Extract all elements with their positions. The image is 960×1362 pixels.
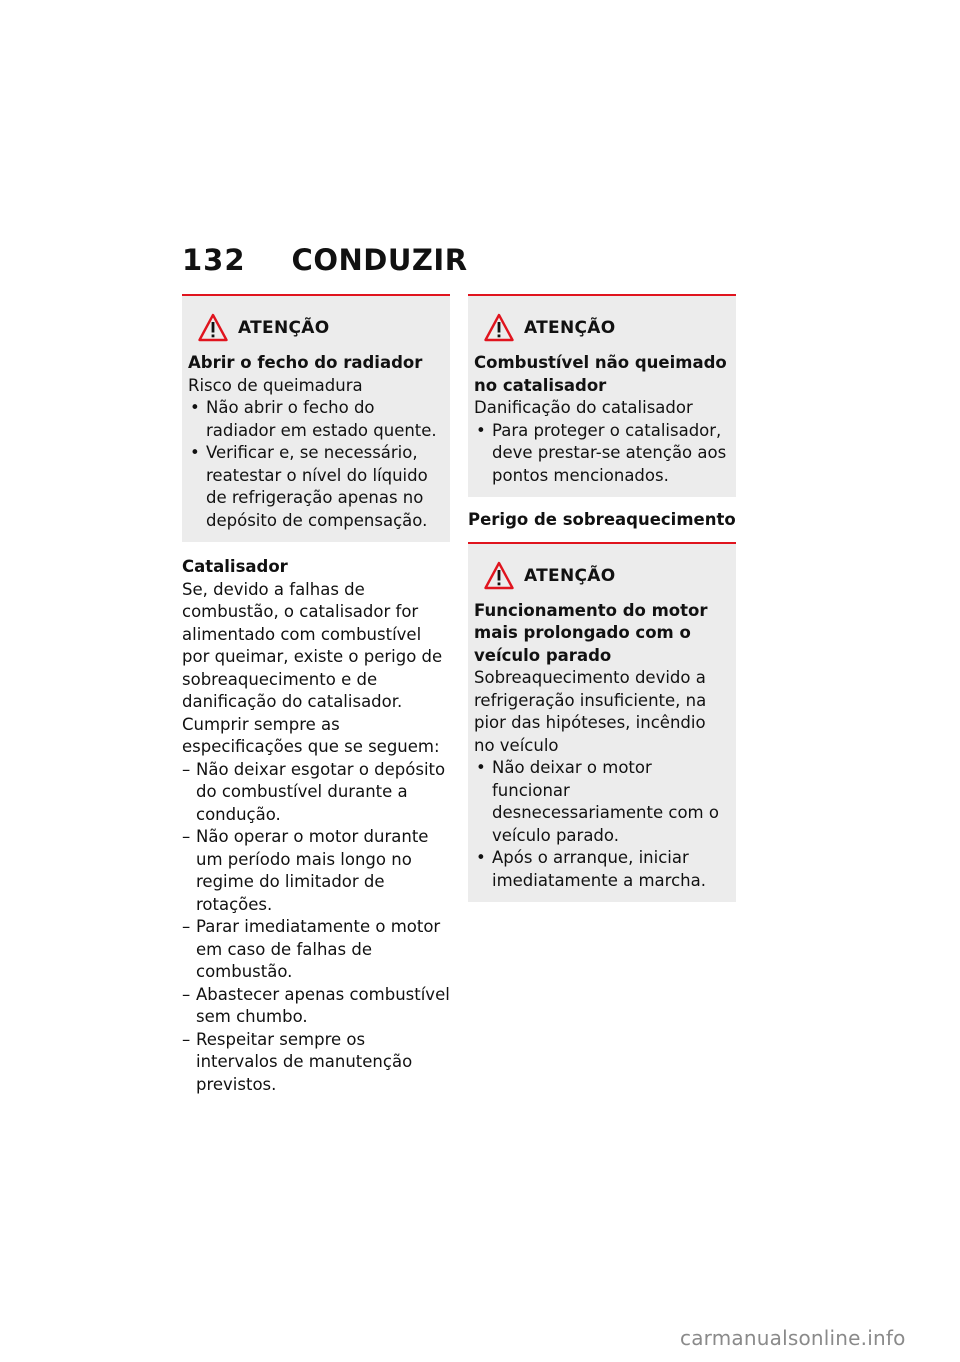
page-number: 132 [182, 243, 246, 277]
list-item: • Não deixar o motor funcionar desnecessariamente com o veículo parado. [474, 757, 729, 847]
warning-list [474, 757, 729, 892]
body-paragraph: Cumprir sempre as especificações que se seguem: [182, 714, 440, 756]
list-item: • Após o arranque, iniciar imediatamente a marcha. [474, 847, 729, 892]
list-item: – Parar imediatamente o motor em caso de falhas de combustão. [182, 916, 450, 984]
specification-list [182, 759, 450, 1097]
warning-label: ATENÇÃO [524, 565, 616, 586]
chapter-title: CONDUZIR [291, 243, 468, 277]
body-paragraph: Se, devido a falhas de combustão, o catalisador for alimentado com combustível por queimar, existe o perigo de sobreaquecimento e de danificação do catalisador. [182, 579, 443, 711]
warning-label: ATENÇÃO [524, 318, 616, 338]
warning-header [484, 308, 729, 348]
list-item: – Não operar o motor durante um período mais longo no regime do limitador de rotações. [182, 826, 450, 916]
right-column [468, 294, 736, 902]
warning-header [198, 308, 443, 348]
warning-box-radiator [182, 294, 450, 542]
warning-subtitle: Sobreaquecimento devido a refrigeração insuficiente, na pior das hipóteses, incêndio no veículo [474, 668, 707, 755]
list-item: • Para proteger o catalisador, deve prestar-se atenção aos pontos mencionados. [474, 420, 729, 488]
warning-box-overheating [468, 542, 736, 903]
list-item: – Abastecer apenas combustível sem chumbo. [182, 984, 450, 1029]
warning-title: Abrir o fecho do radiador [188, 353, 423, 372]
warning-triangle-icon [484, 561, 514, 591]
warning-triangle-icon [484, 313, 514, 343]
warning-list [474, 420, 729, 488]
left-column [182, 294, 450, 1096]
watermark: carmanualsonline.info [680, 1326, 906, 1350]
warning-title: Funcionamento do motor mais prolongado com o veículo parado [474, 600, 708, 665]
section-title-overheating: Perigo de sobreaquecimento [468, 510, 736, 529]
warning-list [188, 397, 443, 532]
warning-triangle-icon [198, 313, 228, 343]
section-title-catalisador: Catalisador [182, 557, 288, 576]
warning-box-catalyst [468, 294, 736, 497]
warning-label: ATENÇÃO [238, 318, 330, 338]
list-item: – Respeitar sempre os intervalos de manutenção previstos. [182, 1029, 450, 1097]
warning-subtitle: Risco de queimadura [188, 375, 363, 395]
list-item: – Não deixar esgotar o depósito do combustível durante a condução. [182, 759, 450, 827]
warning-header [484, 556, 729, 596]
list-item: • Verificar e, se necessário, reatestar o nível do líquido de refrigeração apenas no depósito de compensação. [188, 442, 443, 532]
warning-subtitle: Danificação do catalisador [474, 398, 693, 417]
warning-title: Combustível não queimado no catalisador [474, 353, 727, 395]
list-item: • Não abrir o fecho do radiador em estado quente. [188, 397, 443, 442]
page-header [182, 240, 468, 280]
